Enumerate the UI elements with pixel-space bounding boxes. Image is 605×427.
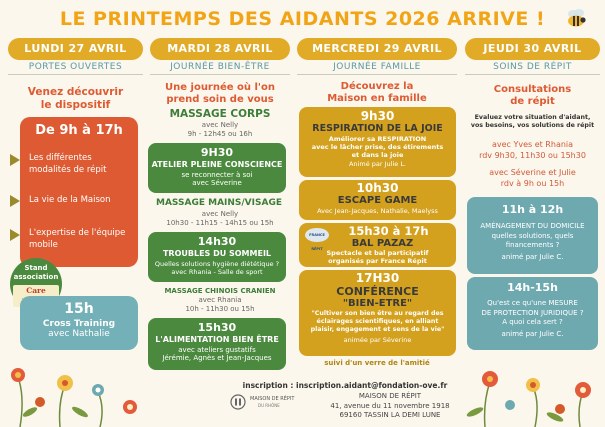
w4-with: animée par Séverine: [343, 336, 412, 344]
massage-chinois-title: MASSAGE CHINOIS CRANIEN: [164, 287, 276, 295]
b3-with: Jérémie, Agnès et Jean-Jacques: [162, 354, 272, 362]
w1-time: 9h30: [360, 109, 395, 123]
massage-corps-info: avec Nelly 9h - 12h45 ou 16h: [187, 121, 253, 138]
tuesday-block-2: [148, 232, 286, 282]
w4-after: suivi d'un verre de l'amitié: [324, 359, 430, 367]
logo-line-2: DU RHÔNE: [258, 403, 280, 408]
w2-with: Avec Jean-Jacques, Nathalie, Maelyss: [317, 207, 438, 215]
day-theme-monday: PORTES OUVERTES: [8, 62, 143, 75]
b3-title: L'ALIMENTATION BIEN ÊTRE: [155, 335, 279, 344]
monday-hours: De 9h à 17h: [35, 123, 123, 138]
b2-desc: Quelles solutions hygiène diététique ?: [154, 260, 280, 268]
cross-time: 15h: [64, 301, 94, 317]
t1-with: animé par Julie C.: [501, 252, 564, 261]
thursday-block-2: [467, 277, 598, 350]
massage-corps-title: MASSAGE CORPS: [169, 108, 271, 120]
b2-with: avec Rhania - Salle de sport: [171, 268, 263, 276]
thursday-with-2: avec Séverine et Julie rdv à 9h ou 15h: [489, 168, 576, 188]
monday-item-2: La vie de la Maison: [29, 195, 111, 205]
column-wednesday: [297, 38, 457, 75]
b2-time: 14h30: [197, 235, 237, 248]
day-theme-tuesday: JOURNÉE BIEN-ÊTRE: [150, 62, 290, 75]
column-monday: [8, 38, 143, 75]
wednesday-block-1: [299, 107, 456, 177]
w3-desc: Spectacle et bal participatif organisés par France Répit: [326, 249, 429, 265]
monday-intro: Venez découvrir le dispositif: [27, 86, 124, 111]
flowers-decoration-left: [0, 357, 150, 427]
w4-time: 17H30: [355, 271, 400, 285]
tuesday-block-3: [148, 318, 286, 370]
w3-title: BAL PAZAZ: [351, 238, 414, 249]
france-repit-logo: FRANCE RÉPIT: [305, 228, 329, 242]
b3-time: 15h30: [197, 321, 237, 334]
b1-title: ATELIER PLEINE CONSCIENCE: [151, 160, 283, 169]
w1-with: Animé par Julie L.: [348, 160, 407, 168]
wednesday-block-4: [299, 270, 456, 356]
w1-desc: Améliorer sa RESPIRATION avec le lâcher prise, des étirements et dans la joie: [311, 135, 444, 159]
tuesday-block-1: [148, 143, 286, 193]
day-theme-wednesday: JOURNÉE FAMILLE: [297, 62, 457, 75]
cross-title: Cross Training: [42, 319, 116, 329]
monday-main-block: [20, 117, 138, 267]
page-title: LE PRINTEMPS DES AIDANTS 2026 ARRIVE !: [59, 8, 546, 30]
maison-repit-logo: [230, 392, 295, 422]
b2-title: TROUBLES DU SOMMEIL: [162, 249, 272, 258]
w4-desc: "Cultiver son bien être au regard des éclairages scientifiques, en alliant plaisir, engagement et sens de la vie": [310, 310, 445, 333]
b1-time: 9H30: [200, 146, 234, 159]
care-utopia-logo: Care: [13, 285, 59, 307]
day-badge-thursday: JEUDI 30 AVRIL: [465, 38, 600, 60]
t2-time: 14h-15h: [507, 281, 558, 294]
logo-line-1: MAISON DE RÉPIT: [250, 396, 295, 402]
t2-with: animé par Julie C.: [501, 329, 564, 338]
flowers-decoration-right: [455, 357, 605, 427]
day-theme-thursday: SOINS DE RÉPIT: [465, 62, 600, 75]
cross-with: avec Nathalie: [48, 329, 110, 339]
thursday-block-1: [467, 197, 598, 274]
column-thursday: [465, 38, 600, 75]
w1-title: RESPIRATION DE LA JOIE: [312, 123, 443, 134]
b1-with: avec Séverine: [192, 179, 242, 187]
wednesday-block-3: [299, 223, 456, 267]
arrow-icon: [10, 195, 20, 207]
massage-chinois-info: avec Rhania 10h - 11h30 ou 15h: [185, 296, 255, 313]
w2-time: 10h30: [356, 181, 399, 195]
w4-subtitle: "BIEN-ETRE": [342, 298, 413, 309]
inscription-line: inscription : inscription.aidant@fondation-ove.fr: [242, 381, 448, 390]
arrow-icon: [10, 154, 20, 166]
massage-mains-info: avec Nelly 10h30 - 11h15 - 14h15 ou 15h: [166, 210, 274, 227]
wednesday-intro: Découvrez la Maison en famille: [327, 81, 427, 104]
monday-cross-block: [20, 296, 138, 350]
address-block: MAISON DE RÉPIT 41, avenue du 11 novembre 1918 69160 TASSIN LA DEMI LUNE: [330, 392, 450, 419]
monday-item-1: Les différentes modalités de répit: [29, 153, 107, 175]
wednesday-block-2: [299, 180, 456, 220]
day-badge-tuesday: MARDI 28 AVRIL: [150, 38, 290, 60]
monday-item-3: L'expertise de l'équipe mobile: [29, 228, 126, 250]
b3-desc: avec ateliers gustatifs: [178, 346, 256, 354]
massage-mains-title: MASSAGE MAINS/VISAGE: [156, 198, 282, 208]
bee-icon: [565, 8, 587, 28]
w2-title: ESCAPE GAME: [337, 195, 418, 206]
day-badge-wednesday: MERCREDI 29 AVRIL: [297, 38, 457, 60]
t2-desc: Qu'est ce qu'une MESURE DE PROTECTION JURIDIQUE ? A quoi cela sert ?: [481, 299, 584, 326]
w4-title: CONFÉRENCE: [336, 285, 419, 298]
column-tuesday: [150, 38, 290, 75]
arrow-icon: [10, 229, 20, 241]
day-badge-monday: LUNDI 27 AVRIL: [8, 38, 143, 60]
t1-time: 11h à 12h: [501, 203, 564, 216]
tuesday-intro: Une journée où l'on prend soin de vous: [165, 82, 275, 105]
thursday-desc: Evaluez votre situation d'aidant, vos besoins, vos solutions de répit: [470, 114, 595, 129]
thursday-intro: Consultations de répit: [493, 84, 572, 107]
thursday-with-1: avec Yves et Rhania rdv 9h30, 11h30 ou 15h30: [479, 140, 586, 160]
b1-desc: se reconnecter à soi: [181, 171, 253, 179]
pause-logo-icon: [230, 394, 246, 410]
w3-time: 15h30 à 17h: [348, 224, 429, 238]
t1-desc: AMÉNAGEMENT DU DOMICILE quelles solutions, quels financements ?: [480, 222, 585, 249]
stand-badge: Stand association Care: [10, 258, 62, 310]
